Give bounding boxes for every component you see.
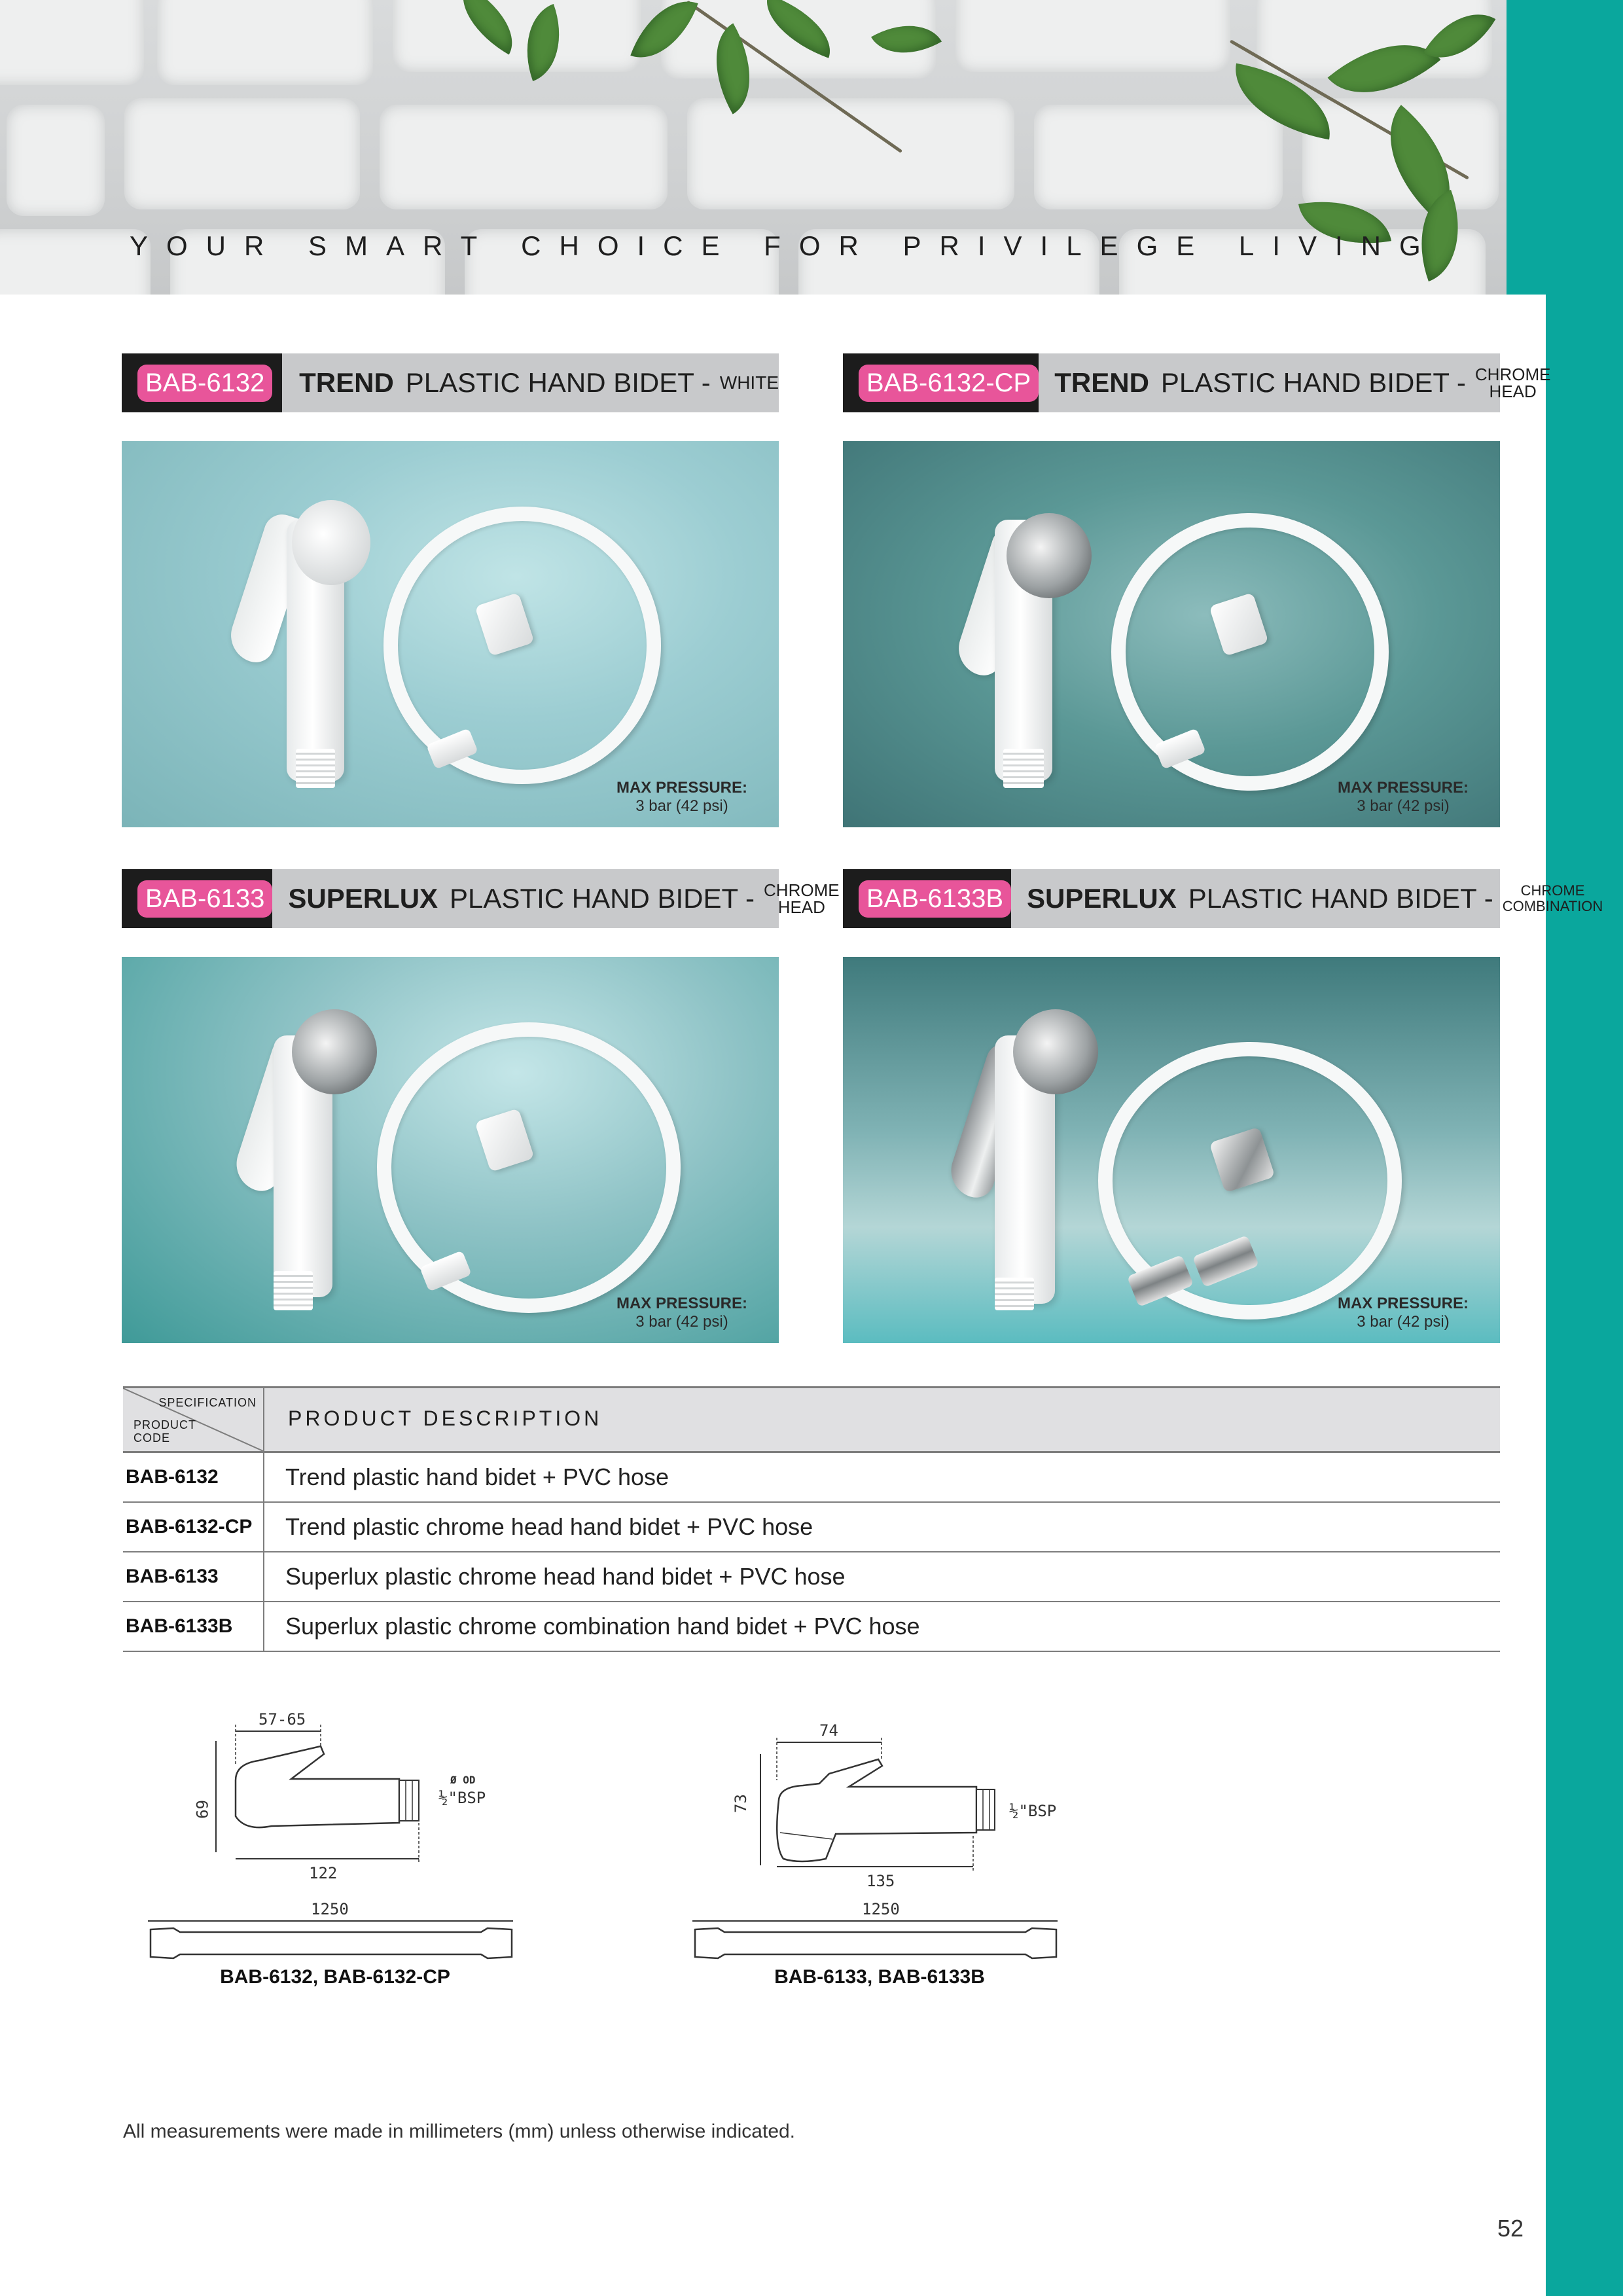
- dim-width-top: 57-65: [259, 1710, 306, 1729]
- corner-product-line2: CODE: [134, 1431, 171, 1444]
- brick: [380, 105, 668, 209]
- table-row: [123, 1503, 1500, 1552]
- table-row: [123, 1453, 1500, 1503]
- product-title: [1027, 883, 1603, 914]
- bidet-thread: [1003, 749, 1044, 788]
- brick: [0, 229, 151, 295]
- max-pressure-label: MAX PRESSURE:: [1337, 1295, 1469, 1312]
- product-name: PLASTIC HAND BIDET -: [1160, 367, 1466, 398]
- hose-coil: [1111, 513, 1389, 791]
- max-pressure: [616, 779, 747, 816]
- max-pressure-label: MAX PRESSURE:: [616, 779, 747, 797]
- max-pressure-label: MAX PRESSURE:: [616, 1295, 747, 1312]
- product-name: PLASTIC HAND BIDET -: [450, 883, 755, 914]
- drawing-svg: [682, 1702, 1075, 1990]
- description-header: PRODUCT DESCRIPTION: [288, 1407, 603, 1430]
- brick: [0, 0, 144, 85]
- product-header-bab-6133: [122, 869, 840, 928]
- max-pressure-label: MAX PRESSURE:: [1337, 779, 1469, 797]
- row-code: BAB-6133: [126, 1566, 219, 1587]
- technical-drawing-bab-6132: [137, 1702, 530, 1990]
- product-series: SUPERLUX: [288, 883, 438, 914]
- product-code-block: [843, 869, 1011, 928]
- column-divider: [263, 1453, 264, 1501]
- corner-product-line1: PRODUCT: [134, 1418, 196, 1431]
- drawing-caption: BAB-6133, BAB-6133B: [774, 1966, 985, 1988]
- dim-width-top: 74: [819, 1721, 838, 1740]
- page-number: 52: [1497, 2215, 1524, 2242]
- product-variant-line2: COMBINATION: [1502, 898, 1603, 914]
- brick: [955, 0, 1230, 72]
- corner-product-label: [134, 1418, 196, 1444]
- banner-image: [0, 0, 1507, 295]
- brick: [7, 105, 105, 216]
- spec-table: [123, 1386, 1500, 1652]
- drawing-caption: BAB-6132, BAB-6132-CP: [220, 1966, 450, 1988]
- bidet-thread: [995, 1278, 1034, 1310]
- bidet-head: [292, 500, 370, 585]
- product-image-bab-6132: [122, 441, 779, 827]
- product-code-badge: BAB-6132-CP: [859, 365, 1039, 402]
- product-header-bab-6133b: [843, 869, 1603, 928]
- product-variant-line2: HEAD: [777, 897, 825, 917]
- product-title: [288, 882, 839, 916]
- product-name: PLASTIC HAND BIDET -: [1188, 883, 1493, 914]
- hose-length: 1250: [862, 1900, 900, 1918]
- max-pressure-value: 3 bar (42 psi): [635, 797, 728, 815]
- product-name: PLASTIC HAND BIDET -: [405, 367, 711, 398]
- dim-height: 69: [192, 1800, 211, 1819]
- brick: [157, 0, 373, 85]
- technical-drawing-bab-6133: [682, 1702, 1075, 1990]
- brick: [124, 98, 360, 209]
- spec-table-header: [123, 1386, 1500, 1453]
- product-variant-line1: CHROME: [1520, 882, 1585, 899]
- table-row: [123, 1552, 1500, 1602]
- row-code: BAB-6132-CP: [126, 1516, 253, 1537]
- product-variant: [1475, 366, 1551, 400]
- banner-tagline: YOUR SMART CHOICE FOR PRIVILEGE LIVING: [130, 230, 1439, 261]
- dim-height: 73: [732, 1794, 750, 1813]
- column-divider: [263, 1503, 264, 1551]
- drawing-svg: [137, 1702, 530, 1990]
- product-variant: WHITE: [719, 372, 779, 393]
- row-description: Trend plastic chrome head hand bidet + PVC hose: [285, 1513, 813, 1540]
- side-band: [1546, 0, 1623, 2296]
- hose-length: 1250: [311, 1900, 349, 1918]
- bidet-head: [1013, 1009, 1098, 1094]
- max-pressure-value: 3 bar (42 psi): [1357, 1313, 1450, 1331]
- od-label: Ø OD: [450, 1774, 476, 1786]
- bidet-thread: [296, 749, 335, 788]
- dim-length: 122: [309, 1864, 338, 1882]
- bidet-outline: [236, 1746, 399, 1827]
- bidet-outline: [777, 1759, 976, 1861]
- bidet-thread: [274, 1271, 313, 1310]
- product-title: [299, 367, 779, 399]
- max-pressure-value: 3 bar (42 psi): [635, 1313, 728, 1331]
- brick: [393, 0, 641, 72]
- product-code-badge: BAB-6133B: [859, 880, 1011, 918]
- product-image-bab-6132-cp: [843, 441, 1500, 827]
- product-code-block: [843, 353, 1039, 412]
- product-header-bab-6132: [122, 353, 779, 412]
- thread-outline: [976, 1789, 995, 1830]
- product-series: TREND: [1054, 367, 1149, 398]
- table-row: [123, 1602, 1500, 1652]
- column-divider: [263, 1602, 264, 1651]
- hose-outline: [151, 1928, 512, 1958]
- brick: [1034, 105, 1283, 209]
- column-divider: [263, 1552, 264, 1601]
- product-variant-line2: HEAD: [1489, 382, 1537, 401]
- product-code-badge: BAB-6133: [137, 880, 272, 918]
- max-pressure: [1338, 779, 1469, 816]
- max-pressure: [616, 1295, 747, 1331]
- corner-spec-label: SPECIFICATION: [158, 1396, 257, 1409]
- spec-table-corner: [123, 1388, 264, 1451]
- product-series: TREND: [299, 367, 394, 398]
- row-description: Trend plastic hand bidet + PVC hose: [285, 1463, 669, 1490]
- product-variant: [764, 882, 840, 916]
- product-code-badge: BAB-6132: [137, 365, 272, 402]
- max-pressure-value: 3 bar (42 psi): [1357, 797, 1450, 815]
- bsp-label: ½"BSP: [1009, 1802, 1057, 1820]
- product-code-block: [122, 353, 282, 412]
- row-code: BAB-6133B: [126, 1615, 233, 1637]
- row-description: Superlux plastic chrome combination hand bidet + PVC hose: [285, 1613, 920, 1640]
- product-title: [1054, 366, 1550, 400]
- product-variant: [1503, 883, 1603, 914]
- hose-outline: [695, 1928, 1056, 1958]
- product-variant-line1: CHROME: [764, 880, 840, 900]
- bidet-head: [1007, 513, 1092, 598]
- thread-outline: [399, 1780, 419, 1821]
- product-series: SUPERLUX: [1027, 883, 1177, 914]
- product-image-bab-6133: [122, 957, 779, 1343]
- product-code-block: [122, 869, 272, 928]
- bsp-label: ½"BSP: [438, 1789, 486, 1807]
- bidet-head: [292, 1009, 377, 1094]
- max-pressure: [1338, 1295, 1469, 1331]
- row-description: Superlux plastic chrome head hand bidet + PVC hose: [285, 1563, 846, 1590]
- product-image-bab-6133b: [843, 957, 1500, 1343]
- product-header-bab-6132-cp: [843, 353, 1551, 412]
- product-variant-line1: CHROME: [1474, 365, 1551, 384]
- footnote: All measurements were made in millimeters (mm) unless otherwise indicated.: [123, 2121, 796, 2142]
- dim-length: 135: [866, 1872, 895, 1890]
- row-code: BAB-6132: [126, 1466, 219, 1488]
